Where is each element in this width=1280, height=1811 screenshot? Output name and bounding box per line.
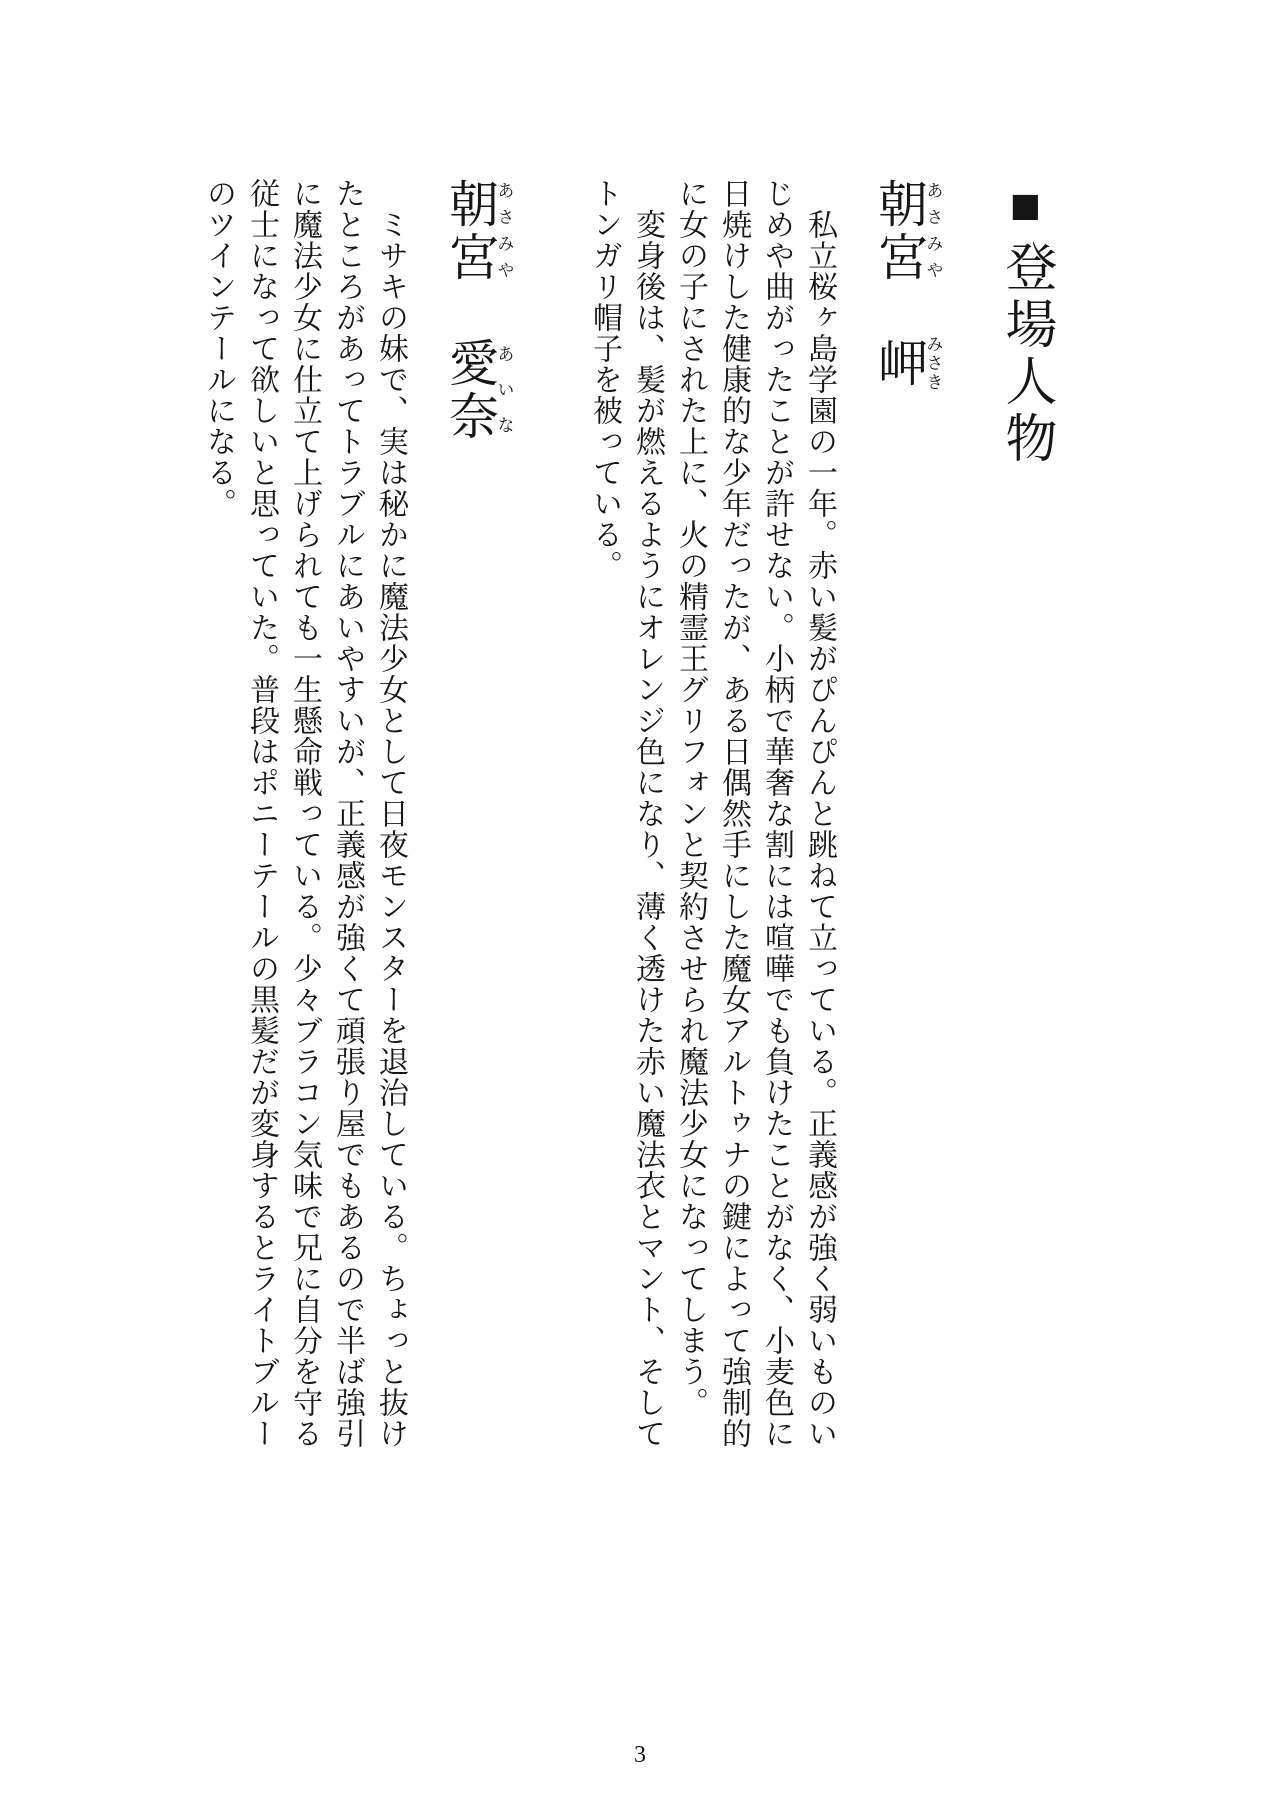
family-name-kanji: 朝宮 [871, 178, 927, 284]
character-bio-paragraph: ミサキの妹で、実は秘かに魔法少女として日夜モンスターを退治している。ちょっと抜けたところがあってトラブルにあいやすいが、正義感が強くて頑張り屋でもあるので半ば強引に魔法少女に仕立て上げられても一生懸命戦っている。少々ブラコン気味で兄に自分を守る従士になって欲しいと思っていた。普段はポニーテールの黒髪だが変身するとライトブルーのツインテールになる。 [202, 178, 407, 1449]
given-name-kanji: 岬 [871, 335, 927, 392]
character-section-aina [197, 178, 513, 1456]
character-section-misaki [583, 178, 942, 1456]
character-bio-paragraph: 変身後は、髪が燃えるようにオレンジ色になり、薄く透けた赤い魔法衣とマント、そしてトンガリ帽子を被っている。 [588, 178, 664, 1449]
vertical-text-block [197, 178, 1063, 1456]
given-name-furigana: あいな [494, 337, 514, 443]
family-name [871, 178, 943, 284]
family-name-furigana: あさみや [923, 178, 943, 284]
given-name [871, 335, 943, 392]
character-name-misaki [863, 178, 942, 1456]
name-separator [871, 284, 927, 337]
given-name-kanji: 愛奈 [442, 337, 498, 443]
character-bio-paragraph: 私立桜ヶ島学園の一年。赤い髪がぴんぴんと跳ねて立っている。正義感が強く弱いものいじめや曲がったことが許せない。小柄で華奢な割には喧嘩でも負けたことがなく、小麦色に日焼けした健康的な少年だったが、ある日偶然手にした魔女アルトゥナの鍵によって強制的に女の子にされた上に、火の精霊王グリフォンと契約させられ魔法少女になってしまう。 [674, 178, 836, 1449]
page-number: 3 [634, 1742, 646, 1768]
family-name [442, 178, 514, 284]
character-name-aina [434, 178, 513, 1456]
given-name-furigana: みさき [923, 335, 943, 392]
section-title: ■登場人物 [997, 178, 1054, 468]
name-separator [442, 284, 498, 337]
given-name [442, 337, 514, 443]
family-name-furigana: あさみや [494, 178, 514, 284]
family-name-kanji: 朝宮 [442, 178, 498, 284]
